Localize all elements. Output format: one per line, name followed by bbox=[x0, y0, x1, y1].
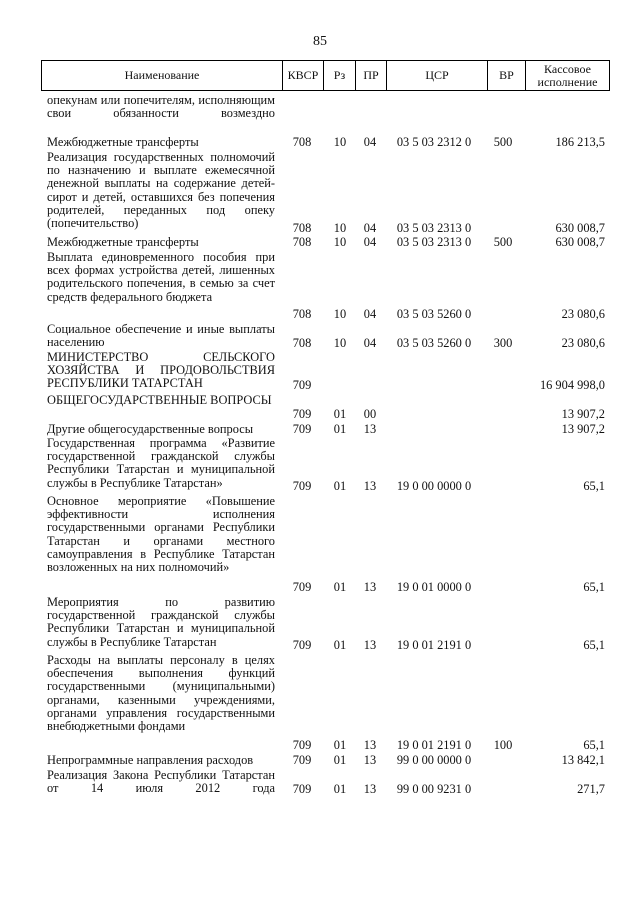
row-pr: 13 bbox=[363, 479, 377, 493]
row-pr: 13 bbox=[363, 638, 377, 652]
header-kvsr: КВСР bbox=[282, 61, 323, 90]
row-kvsr: 709 bbox=[292, 422, 312, 436]
row-csr: 03 5 03 2313 0 bbox=[396, 221, 472, 235]
header-amount: Кассовое исполнение bbox=[525, 61, 609, 90]
row-csr: 99 0 00 0000 0 bbox=[396, 753, 472, 767]
row-name: Реализация государственных полномочий по назначению и выплате ежемесячной денежной выплаты на содержание детей-сирот и детей, оставшихся без попечения родителей, переданных под опеку (попечительство) bbox=[47, 150, 275, 231]
row-kvsr: 709 bbox=[292, 407, 312, 421]
row-rz: 10 bbox=[333, 336, 347, 350]
row-csr: 03 5 03 2313 0 bbox=[396, 235, 472, 249]
row-rz: 10 bbox=[333, 221, 347, 235]
row-name: Основное мероприятие «Повышение эффективности исполнения государственными органами Республики Татарстан и органами местного самоуправления в Республике Татарстан возложенных на них полномочий» bbox=[47, 494, 275, 575]
row-csr: 19 0 01 2191 0 bbox=[396, 738, 472, 752]
header-csr: ЦСР bbox=[386, 61, 487, 90]
row-rz: 01 bbox=[333, 638, 347, 652]
row-kvsr: 709 bbox=[292, 738, 312, 752]
row-pr: 00 bbox=[363, 407, 377, 421]
header-pr: ПР bbox=[355, 61, 386, 90]
row-pr: 04 bbox=[363, 135, 377, 149]
page-number: 85 bbox=[313, 34, 327, 49]
row-amount: 186 213,5 bbox=[555, 135, 605, 149]
row-amount: 65,1 bbox=[583, 479, 605, 493]
row-name: Социальное обеспечение и иные выплаты населению bbox=[47, 322, 275, 350]
header-rz: Рз bbox=[323, 61, 355, 90]
row-kvsr: 709 bbox=[292, 782, 312, 796]
row-csr: 03 5 03 2312 0 bbox=[396, 135, 472, 149]
row-amount: 630 008,7 bbox=[555, 221, 605, 235]
row-kvsr: 708 bbox=[292, 235, 312, 249]
row-amount: 65,1 bbox=[583, 638, 605, 652]
row-pr: 04 bbox=[363, 307, 377, 321]
row-pr: 04 bbox=[363, 221, 377, 235]
row-vr: 500 bbox=[493, 235, 513, 249]
row-amount: 16 904 998,0 bbox=[539, 378, 605, 392]
row-rz: 01 bbox=[333, 422, 347, 436]
row-rz: 01 bbox=[333, 479, 347, 493]
row-amount: 23 080,6 bbox=[561, 307, 605, 321]
row-csr: 19 0 00 0000 0 bbox=[396, 479, 472, 493]
row-kvsr: 708 bbox=[292, 336, 312, 350]
row-amount: 13 842,1 bbox=[561, 753, 605, 767]
row-amount: 65,1 bbox=[583, 580, 605, 594]
row-rz: 10 bbox=[333, 235, 347, 249]
row-kvsr: 709 bbox=[292, 479, 312, 493]
row-name: опекунам или попечителям, исполняющим свои обязанности возмездно bbox=[47, 93, 275, 121]
row-amount: 630 008,7 bbox=[555, 235, 605, 249]
row-rz: 01 bbox=[333, 738, 347, 752]
row-csr: 03 5 03 5260 0 bbox=[396, 307, 472, 321]
row-name: Межбюджетные трансферты bbox=[47, 135, 199, 149]
row-name: ОБЩЕГОСУДАРСТВЕННЫЕ ВОПРОСЫ bbox=[47, 393, 272, 407]
row-csr: 03 5 03 5260 0 bbox=[396, 336, 472, 350]
row-pr: 13 bbox=[363, 782, 377, 796]
row-pr: 04 bbox=[363, 235, 377, 249]
row-kvsr: 709 bbox=[292, 580, 312, 594]
row-name: Другие общегосударственные вопросы bbox=[47, 422, 254, 436]
row-name: Государственная программа «Развитие государственной гражданской службы Республики Татарстан и муниципальной службы в Республике Татарстан» bbox=[47, 436, 275, 490]
row-vr: 500 bbox=[493, 135, 513, 149]
row-amount: 23 080,6 bbox=[561, 336, 605, 350]
row-pr: 13 bbox=[363, 738, 377, 752]
row-pr: 04 bbox=[363, 336, 377, 350]
row-name: МИНИСТЕРСТВО СЕЛЬСКОГО ХОЗЯЙСТВА И ПРОДОВОЛЬСТВИЯ РЕСПУБЛИКИ ТАТАРСТАН bbox=[47, 350, 275, 391]
row-rz: 01 bbox=[333, 753, 347, 767]
row-rz: 01 bbox=[333, 407, 347, 421]
row-csr: 19 0 01 0000 0 bbox=[396, 580, 472, 594]
row-rz: 10 bbox=[333, 135, 347, 149]
row-amount: 271,7 bbox=[577, 782, 605, 796]
row-pr: 13 bbox=[363, 422, 377, 436]
row-csr: 19 0 01 2191 0 bbox=[396, 638, 472, 652]
row-name: Мероприятия по развитию государственной гражданской службы Республики Татарстан и муниципальной службы в Республике Татарстан bbox=[47, 595, 275, 649]
header-name: Наименование bbox=[124, 68, 200, 82]
row-rz: 10 bbox=[333, 307, 347, 321]
row-pr: 13 bbox=[363, 580, 377, 594]
row-kvsr: 709 bbox=[292, 638, 312, 652]
row-vr: 300 bbox=[493, 336, 513, 350]
row-kvsr: 709 bbox=[292, 753, 312, 767]
row-amount: 13 907,2 bbox=[561, 422, 605, 436]
row-csr: 99 0 00 9231 0 bbox=[396, 782, 472, 796]
row-kvsr: 708 bbox=[292, 221, 312, 235]
row-name: Межбюджетные трансферты bbox=[47, 235, 199, 249]
row-kvsr: 708 bbox=[292, 307, 312, 321]
row-rz: 01 bbox=[333, 782, 347, 796]
row-pr: 13 bbox=[363, 753, 377, 767]
row-kvsr: 708 bbox=[292, 135, 312, 149]
header-vr: ВР bbox=[487, 61, 525, 90]
row-amount: 13 907,2 bbox=[561, 407, 605, 421]
row-kvsr: 709 bbox=[292, 378, 312, 392]
row-name: Непрограммные направления расходов bbox=[47, 753, 254, 767]
row-name: Реализация Закона Республики Татарстан от 14 июля 2012 года bbox=[47, 768, 275, 796]
row-name: Выплата единовременного пособия при всех формах устройства детей, лишенных родительского попечения, в семью за счет средств федерального бюджета bbox=[47, 250, 275, 304]
row-rz: 01 bbox=[333, 580, 347, 594]
row-vr: 100 bbox=[493, 738, 513, 752]
row-name: Расходы на выплаты персоналу в целях обеспечения выполнения функций государственными (муниципальными) органами, казенными учреждениями, органами управления государственными внебюджетными фондами bbox=[47, 653, 275, 734]
row-amount: 65,1 bbox=[583, 738, 605, 752]
